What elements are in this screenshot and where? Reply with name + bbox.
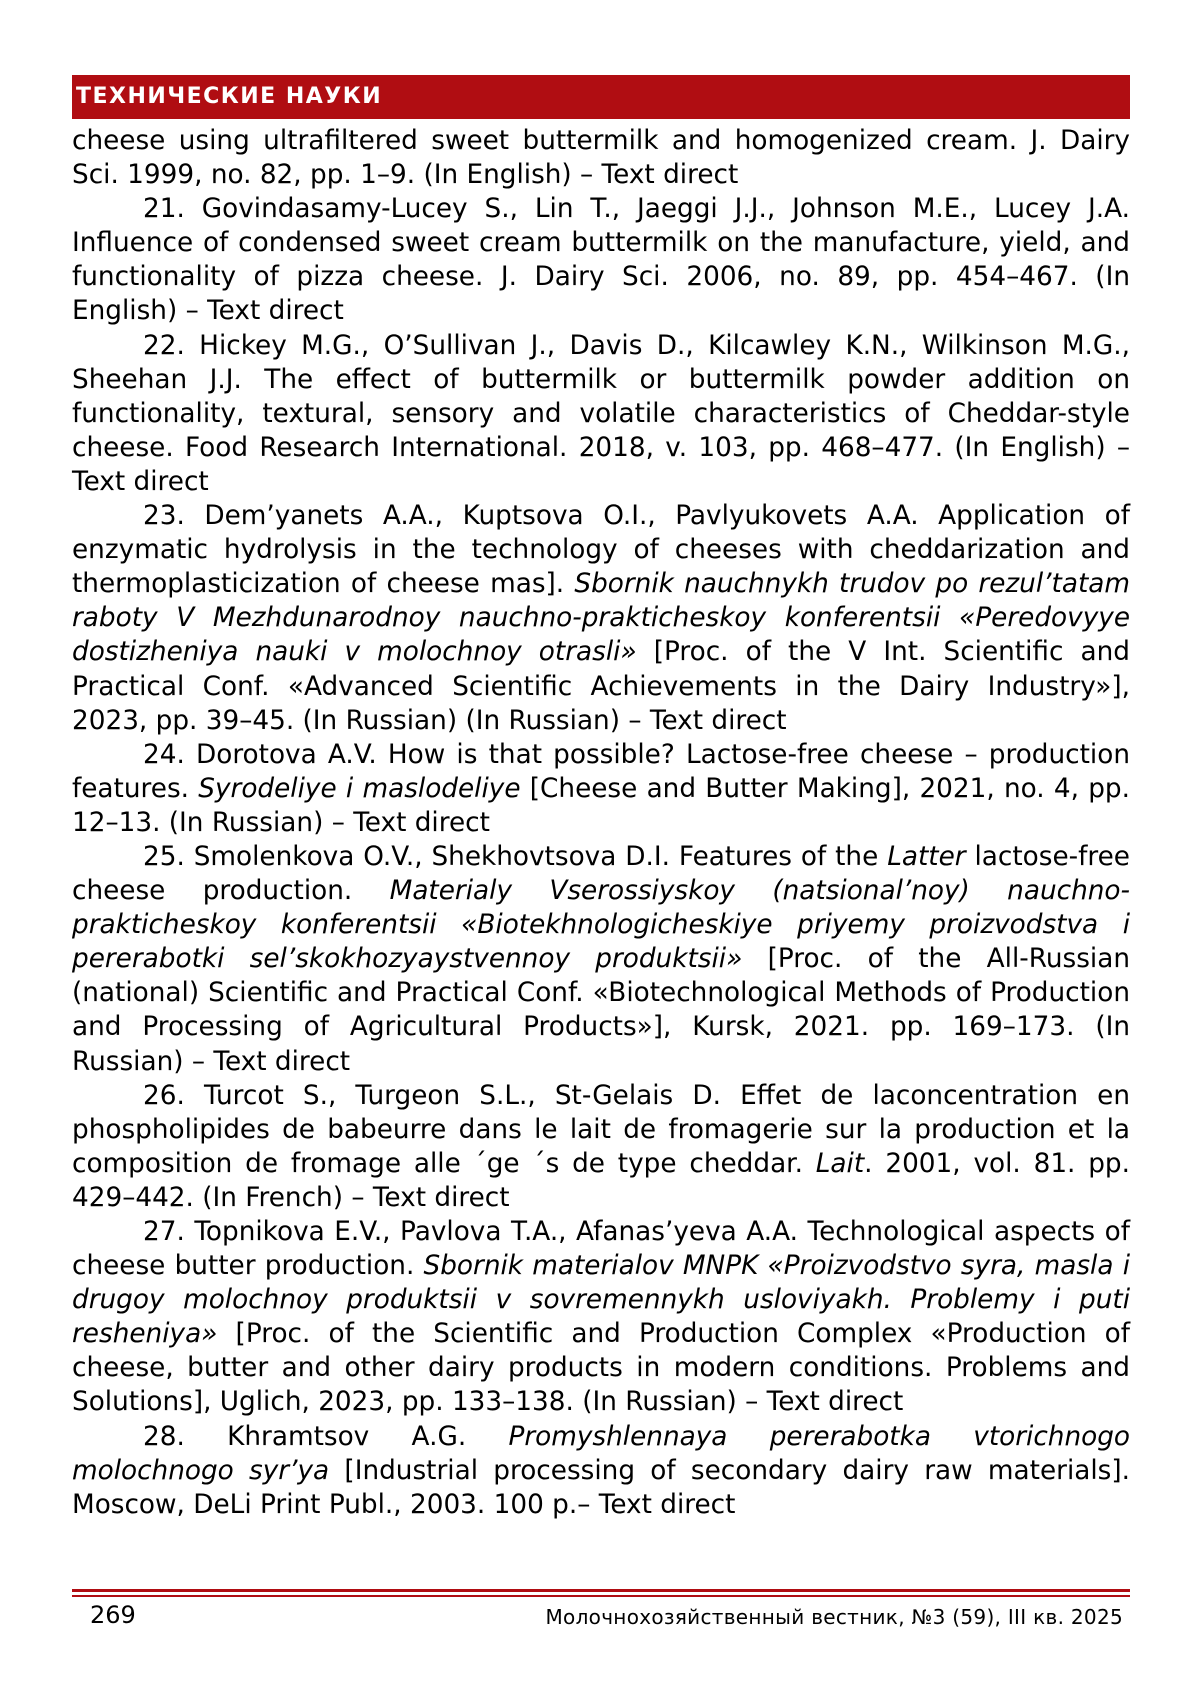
- reference-continuation: cheese using ultrafiltered sweet buttermilk and homogenized cream. J. Dairy Sci. 1999, no. 82, pp. 1–9. (In English) – Text direct: [72, 126, 1130, 191]
- reference-source-title: Syrodeliye i maslodeliye: [198, 773, 521, 804]
- footer-divider-thin: [72, 1595, 1130, 1597]
- reference-source-title: Promyshlennaya pererabotka vtorichnogo molochnogo syr’ya: [72, 1421, 1130, 1486]
- reference-23: [72, 499, 1130, 738]
- reference-21: 21. Govindasamy-Lucey S., Lin T., Jaeggi J.J., Johnson M.E., Lucey J.A. Influence of condensed sweet cream buttermilk on the manufacture, yield, and functionality of pizza cheese. J. Dairy Sci. 2006, no. 89, pp. 454–467. (In English) – Text direct: [72, 194, 1130, 327]
- reference-text: [Cheese and Butter Making], 2021, no. 4, pp. 12–13. (In Russian) – Text direct: [72, 773, 1130, 838]
- reference-26: [72, 1079, 1130, 1215]
- section-title: ТЕХНИЧЕСКИЕ НАУКИ: [76, 84, 383, 109]
- reference-text: 27. Topnikova E.V., Pavlova T.A., Afanas’yeva A.A. Technological aspects of cheese butter production.: [72, 1217, 1130, 1282]
- reference-text: 26. Turcot S., Turgeon S.L., St-Gelais D. Effet de laconcentration en phospholipides de babeurre dans le lait de fromagerie sur la production et la composition de fromage alle ´ge ´s de type cheddar.: [72, 1080, 1130, 1179]
- reference-22: 22. Hickey M.G., O’Sullivan J., Davis D., Kilcawley K.N., Wilkinson M.G., Sheehan J.J. The effect of buttermilk or buttermilk powder addition on functionality, textural, sensory and volatile characteristics of Cheddar-style cheese. Food Research International. 2018, v. 103, pp. 468–477. (In English) – Text direct: [72, 330, 1130, 497]
- reference-28: [72, 1420, 1130, 1522]
- reference-text: [Industrial processing of secondary dairy raw materials]. Moscow, DeLi Print Publ., 2003. 100 p.– Text direct: [72, 1455, 1130, 1520]
- reference-source-title: Lait: [815, 1148, 865, 1179]
- reference-27: [72, 1215, 1130, 1420]
- reference-list: [72, 124, 1130, 1522]
- reference-25: [72, 840, 1130, 1079]
- reference-italic-term: Latter: [887, 841, 966, 872]
- reference-text: 23. Dem’yanets A.A., Kuptsova O.I., Pavlyukovets A.A. Application of enzymatic hydrolysis in the technology of cheeses with cheddarization and thermoplasticization of cheese mas].: [72, 501, 1130, 600]
- reference-text: [Proc. of the Scientific and Production Complex «Production of cheese, butter and other dairy products in modern conditions. Problems and Solutions], Uglich, 2023, pp. 133–138. (In Russian) – Text direct: [72, 1319, 1130, 1418]
- reference-text: [Proc. of the V Int. Scientific and Practical Conf. «Advanced Scientific Achievements in the Dairy Industry»], 2023, pp. 39–45. (In Russian) (In Russian) – Text direct: [72, 637, 1130, 736]
- footer-divider: [72, 1589, 1130, 1592]
- reference-text: 24. Dorotova A.V. How is that possible? Lactose-free cheese – production features.: [72, 739, 1130, 804]
- reference-text: lactose-free cheese production.: [72, 841, 1130, 907]
- reference-source-title: Sbornik materialov MNPK «Proizvodstvo syra, masla i drugoy molochnoy produktsii v sovremennykh usloviyakh. Problemy i puti resheniya»: [72, 1251, 1130, 1350]
- reference-24: [72, 738, 1130, 840]
- reference-text: 28. Khramtsov A.G.: [143, 1421, 509, 1452]
- reference-text: 25. Smolenkova O.V., Shekhovtsova D.I. Features of the: [143, 841, 888, 872]
- section-header-bar: [72, 75, 1130, 119]
- reference-source-title: Materialy Vserossiyskoy (natsional’noy) nauchno-prakticheskoy konferentsii «Biotekhnologicheskiye priyemy proizvodstva i pererabotki sel’skokhozyaystvennoy produktsii»: [72, 876, 1130, 975]
- journal-info: Молочнохозяйственный вестник, №3 (59), III кв. 2025: [545, 1605, 1123, 1629]
- reference-source-title: Sbornik nauchnykh trudov po rezul’tatam raboty V Mezhdunarodnoy nauchno-prakticheskoy konferentsii «Peredovyye dostizheniya nauki v molochnoy otrasli»: [72, 569, 1130, 668]
- reference-text: . 2001, vol. 81. pp. 429–442. (In French) – Text direct: [72, 1148, 1130, 1213]
- reference-text: [Proc. of the All-Russian (national) Scientific and Practical Conf. «Biotechnological Methods of Production and Processing of Agricultural Products»], Kursk, 2021. pp. 169–173. (In Russian) – Text direct: [72, 944, 1130, 1077]
- page-number: 269: [90, 1601, 136, 1629]
